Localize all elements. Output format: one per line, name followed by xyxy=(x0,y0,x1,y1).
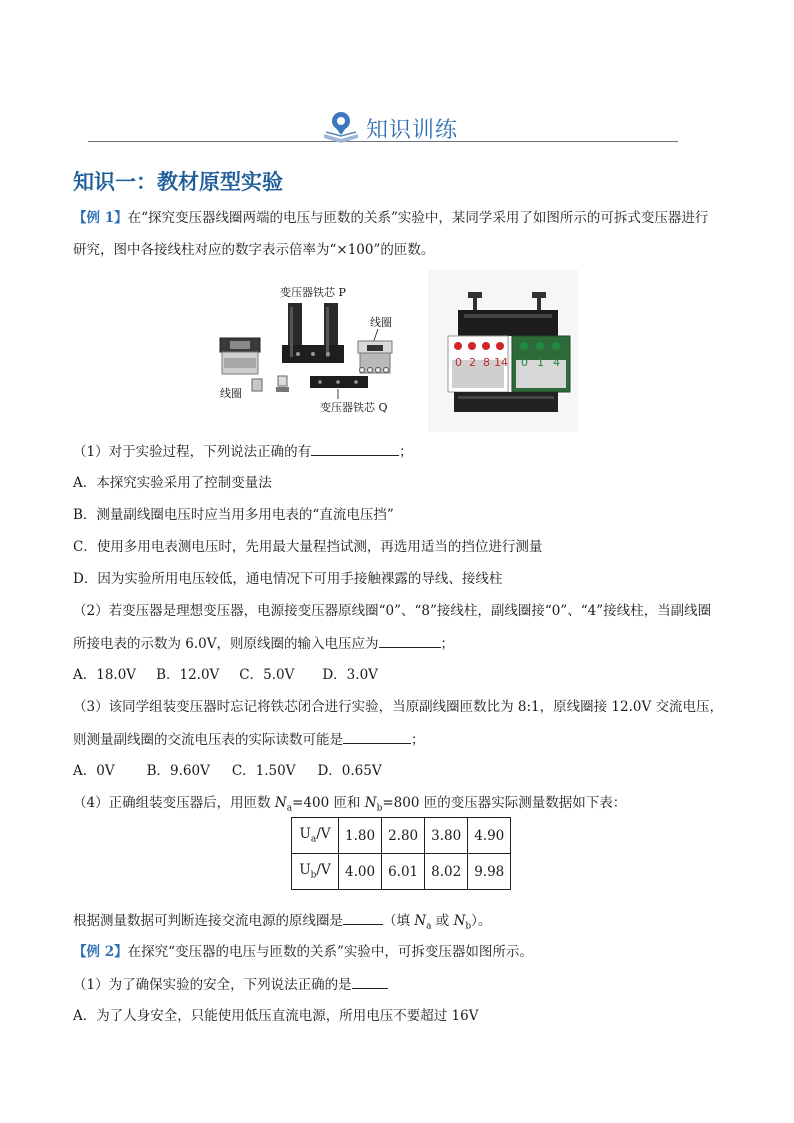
svg-text:0: 0 xyxy=(455,356,462,369)
q2-options xyxy=(73,665,378,685)
q3-option-b: B．9.60V xyxy=(146,763,210,779)
label-coil-left: 线圈 xyxy=(220,387,242,400)
table-cell: 2.80 xyxy=(382,818,425,854)
answer-blank-q3[interactable] xyxy=(343,729,411,744)
q1-option-a: A．本探究实验采用了控制变量法 xyxy=(73,475,272,491)
svg-text:4: 4 xyxy=(553,356,560,369)
table-row xyxy=(292,854,511,890)
label-coil-right: 线圈 xyxy=(370,316,392,329)
table-cell: 8.02 xyxy=(425,854,468,890)
q1-option-c: C．使用多用电表测电压时，先用最大量程挡试测，再选用适当的挡位进行测量 xyxy=(73,539,543,555)
table-cell: 6.01 xyxy=(382,854,425,890)
table-row xyxy=(292,818,511,854)
row-header: $U_a/V$ xyxy=(292,818,339,854)
svg-text:8: 8 xyxy=(483,356,490,369)
question-3-line-1: （3）该同学组装变压器时忘记将铁芯闭合进行实验，当原副线圈匝数比为 8:1，原线圈接 12.0V 交流电压， xyxy=(73,699,723,715)
q1-option-d: D．因为实验所用电压较低，通电情况下可用手接触裸露的导线、接线柱 xyxy=(73,571,503,587)
example-2-line-1: 【例 2】在探究“变压器的电压与匝数的关系”实验中，可拆变压器如图所示。 xyxy=(73,944,533,960)
answer-blank-q1[interactable] xyxy=(311,441,399,456)
question-3-line-2: 则测量副线圈的交流电压表的实际读数可能是 ； xyxy=(73,729,425,750)
svg-text:14: 14 xyxy=(494,356,508,369)
table-cell: 3.80 xyxy=(425,818,468,854)
label-core-p: 变压器铁芯 P xyxy=(280,286,346,299)
section-title: 知识一：教材原型实验 xyxy=(73,170,283,194)
answer-blank-ex2-q1[interactable] xyxy=(352,974,388,989)
table-cell: 1.80 xyxy=(339,818,382,854)
label-core-q: 变压器铁芯 Q xyxy=(320,401,388,414)
row-header: $U_b/V$ xyxy=(292,854,339,890)
transformer-parts-figure xyxy=(210,283,415,433)
q2-option-d: D．3.0V xyxy=(322,667,378,683)
q3-options xyxy=(73,761,382,781)
banner-title: 知识训练 xyxy=(366,118,459,143)
q2-option-c: C．5.0V xyxy=(239,667,295,683)
example-1-tag: 【例 1】 xyxy=(73,210,128,226)
svg-text:2: 2 xyxy=(469,356,476,369)
table-cell: 9.98 xyxy=(468,854,511,890)
q2-option-a: A．18.0V xyxy=(73,667,137,683)
q3-option-d: D．0.65V xyxy=(317,763,382,779)
q2-option-b: B．12.0V xyxy=(156,667,220,683)
section-banner xyxy=(0,108,794,148)
question-1: （1）对于实验过程，下列说法正确的有 ； xyxy=(73,441,413,462)
question-2-line-1: （2）若变压器是理想变压器，电源接变压器原线圈“0”、“8”接线柱，副线圈接“0”、“4”接线柱，当副线圈 xyxy=(73,603,712,619)
example-1-line-2: 研究，图中各接线柱对应的数字表示倍率为“×100”的匝数。 xyxy=(73,242,435,258)
svg-text:1: 1 xyxy=(537,356,544,369)
q1-option-b: B．测量副线圈电压时应当用多用电表的“直流电压挡” xyxy=(73,507,394,523)
example-2-tag: 【例 2】 xyxy=(73,944,128,960)
example-1-line-1: 【例 1】在“探究变压器线圈两端的电压与匝数的关系”实验中，某同学采用了如图所示的可拆式变压器进行 xyxy=(73,210,709,226)
svg-text:0: 0 xyxy=(521,356,528,369)
assembled-transformer-figure xyxy=(428,270,578,432)
answer-blank-q4[interactable] xyxy=(343,910,383,925)
map-pin-book-icon xyxy=(322,110,360,144)
example-2-question-1: （1）为了确保实验的安全，下列说法正确的是 xyxy=(73,974,388,995)
q3-option-a: A．0V xyxy=(73,763,115,779)
question-2-line-2: 所接电表的示数为 6.0V，则原线圈的输入电压应为 ； xyxy=(73,633,454,654)
question-4: （4）正确组装变压器后，用匝数 $N_a=400$ 匝和 $N_b=800$ 匝的变压器实际测量数据如下表： xyxy=(73,795,627,814)
table-cell: 4.90 xyxy=(468,818,511,854)
table-cell: 4.00 xyxy=(339,854,382,890)
q3-option-c: C．1.50V xyxy=(231,763,296,779)
ex2-q1-option-a: A．为了人身安全，只能使用低压直流电源，所用电压不要超过 16V xyxy=(73,1008,479,1024)
measurement-table xyxy=(291,817,511,890)
answer-blank-q2[interactable] xyxy=(379,633,441,648)
question-4-answer: 根据测量数据可判断连接交流电源的原线圈是 （填 $N_a$ 或 $N_b$）。 xyxy=(73,910,491,937)
